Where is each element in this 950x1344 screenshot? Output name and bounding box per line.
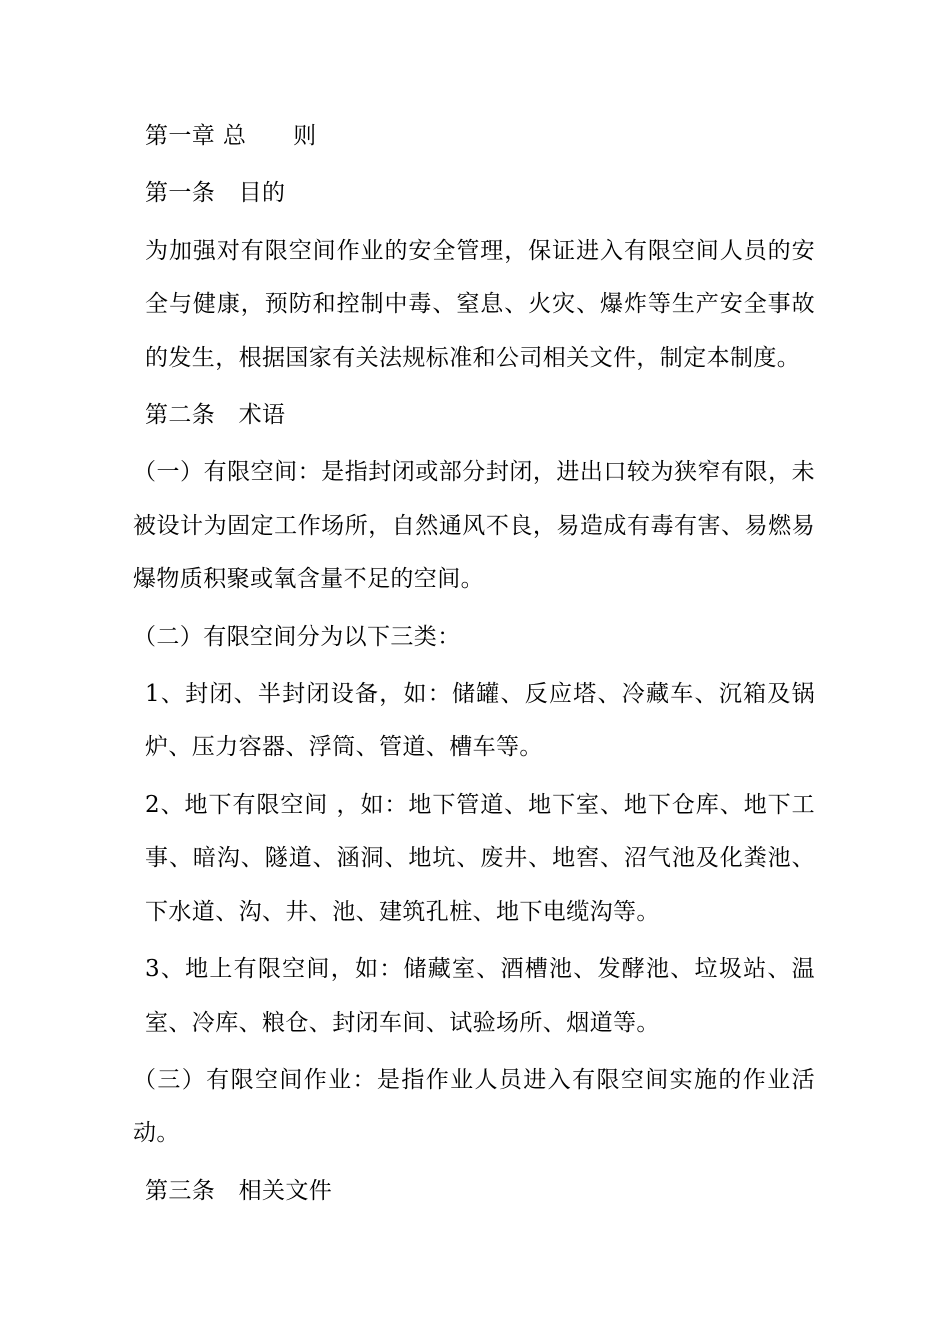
article-3-heading: 第三条 相关文件	[145, 1177, 333, 1204]
article-1-body: 为加强对有限空间作业的安全管理，保证进入有限空间人员的安全与健康，预防和控制中毒、窒息、火灾、爆炸等生产安全事故的发生，根据国家有关法规标准和公司相关文件，制定本制度。	[145, 237, 815, 371]
term-confined-space-categories: （二）有限空间分为以下三类：	[133, 623, 461, 650]
category-2-underground-spaces: 2、地下有限空间 ，如：地下管道、地下室、地下仓库、地下工事、暗沟、隧道、涵洞、地坑、废井、地窖、沼气池及化粪池、下水道、沟、井、池、建筑孔桩、地下电缆沟等。	[145, 791, 815, 925]
article-2-heading: 第二条 术语	[145, 402, 286, 429]
document-body	[133, 110, 815, 1218]
category-3-aboveground-spaces: 3、地上有限空间，如：储藏室、酒槽池、发酵池、垃圾站、温室、冷库、粮仓、封闭车间、试验场所、烟道等。	[145, 956, 815, 1036]
term-confined-space-work: （三）有限空间作业：是指作业人员进入有限空间实施的作业活动。	[133, 1066, 815, 1147]
category-1-enclosed-equipment: 1、封闭、半封闭设备，如：储罐、反应塔、冷藏车、沉箱及锅炉、压力容器、浮筒、管道、槽车等。	[145, 681, 815, 761]
chapter-title: 第一章 总 则	[145, 123, 317, 149]
term-confined-space-definition: （一）有限空间：是指封闭或部分封闭，进出口较为狭窄有限，未被设计为固定工作场所，自然通风不良，易造成有毒有害、易燃易爆物质积聚或氧含量不足的空间。	[133, 459, 815, 593]
article-1-heading: 第一条 目的	[145, 180, 286, 207]
